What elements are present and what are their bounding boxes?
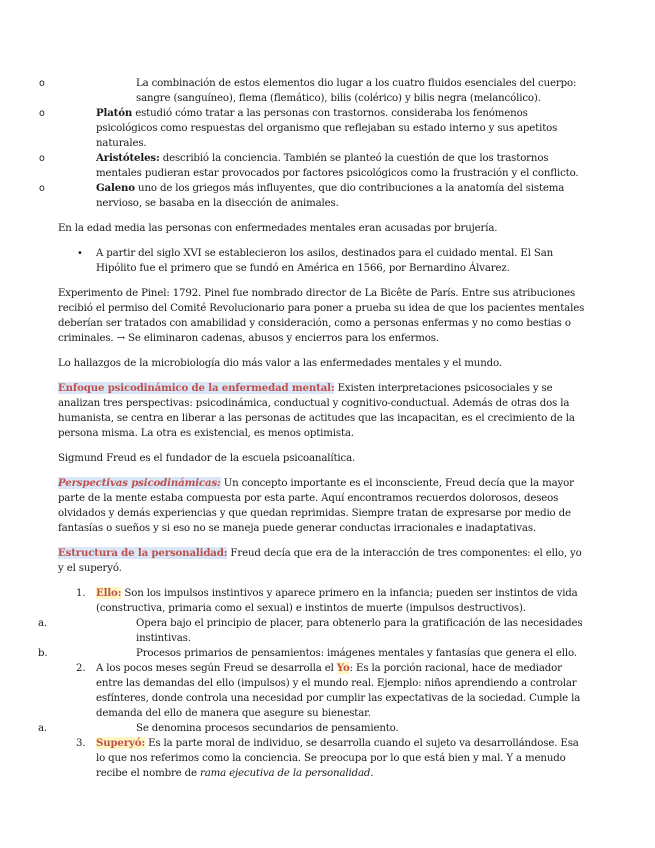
heading-enfoque-psicodinamico: Enfoque psicodinámico de la enfermedad mental:: [58, 382, 335, 394]
list-item-text: Es la parte moral de individuo, se desarrolla cuando el sujeto va desarrollándose. Esa lo que nos referimos como la conciencia. Se preocupa por lo que está bien y mal. Y a menudo recibe el nombre de: [96, 738, 579, 779]
list-item-superyo: [58, 736, 588, 781]
list-number: 3.: [76, 738, 86, 749]
list-item-text: uno de los griegos más influyentes, que dio contribuciones a la anatomía del sistema nervioso, se basaba en la disección de animales.: [96, 183, 565, 209]
term-superyo: Superyó:: [96, 737, 146, 749]
list-item-text: Son los impulsos instintivos y aparece primero en la infancia; pueden ser instintos de vida (constructiva, primaria como el sexual) e instintos de muerte (impulsos destructivos).: [96, 588, 578, 614]
sublist-item: [38, 721, 588, 736]
term-ello: Ello:: [96, 587, 122, 599]
list-number: 2.: [76, 663, 86, 674]
bullet-item-siglo-xvi: [58, 246, 588, 276]
list-item-ello: [58, 586, 588, 616]
paragraph-freud: Sigmund Freud es el fundador de la escuela psicoanalítica.: [58, 453, 356, 464]
list-item-yo: [58, 661, 588, 721]
paragraph-edad-media: En la edad media las personas con enfermedades mentales eran acusadas por brujería.: [58, 223, 498, 234]
sublist-item-text: Opera bajo el principio de placer, para obtenerlo para la gratificación de las necesidades instintivas.: [136, 618, 583, 644]
list-item-text: describió la conciencia. También se planteó la cuestión de que los trastornos mentales pudieran estar provocados por factores psicológicos como la frustración y el conflicto.: [96, 153, 579, 179]
bullet-marker: •: [77, 248, 83, 259]
list-number: 1.: [76, 588, 86, 599]
paragraph-text: Freud decía que era de la interacción de tres componentes: el ello, yo y el superyó.: [58, 548, 582, 574]
name-platon: Platón: [96, 107, 133, 119]
list-item-text: : Es la porción racional, hace de mediador entre las demandas del ello (impulsos) y el mundo real. Ejemplo: niños aprendiendo a controlar esfínteres, donde controla una necesidad por cumplir las expectativas de la sociedad. Cumple la demanda del ello de manera que asegure su bienestar.: [96, 663, 581, 719]
paragraph-microbiologia: Lo hallazgos de la microbiología dio más valor a las enfermedades mentales y el mundo.: [58, 358, 502, 369]
list-letter: a.: [38, 618, 48, 629]
paragraph-estructura: [58, 546, 588, 576]
paragraph-text: Un concepto importante es el inconsciente, Freud decía que la mayor parte de la mente estaba compuesta por esta parte. Aquí encontramos recuerdos dolorosos, deseos olvidados y demás experiencias y que quedan reprimidas. Siempre tratan de expresarse por medio de fantasías o sueños y si eso no se maneja puede generar conductas irracionales e inadaptativas.: [58, 478, 574, 534]
list-marker: o: [39, 108, 45, 119]
paragraph-enfoque: [58, 381, 588, 441]
greek-thinkers-list: [39, 76, 588, 211]
document-body: [38, 76, 588, 781]
list-marker: o: [39, 183, 45, 194]
list-item-platon: [39, 106, 588, 151]
bullet-text: A partir del siglo XVI se establecieron los asilos, destinados para el cuidado mental. El San Hipólito fue el primero que se fundó en América en 1566, por Bernardino Álvarez.: [96, 248, 554, 274]
heading-perspectivas: Perspectivas psicodinámicas:: [58, 477, 221, 489]
list-item-text: estudió cómo tratar a las personas con trastornos. consideraba los fenómenos psicológicos como respuestas del organismo que reflejaban su estado interno y sus apetitos naturales.: [96, 108, 558, 149]
list-item-text: La combinación de estos elementos dio lugar a los cuatro fluidos esenciales del cuerpo: sangre (sanguíneo), flema (flemático), bilis (colérico) y bilis negra (melancólico).: [136, 78, 577, 104]
sublist-item-text: Se denomina procesos secundarios de pensamiento.: [136, 723, 399, 734]
sublist-item: [38, 616, 588, 646]
personality-components-list: [38, 586, 588, 781]
list-letter: a.: [38, 723, 48, 734]
heading-estructura: Estructura de la personalidad:: [58, 547, 228, 559]
list-marker: o: [39, 78, 45, 89]
list-item-text: A los pocos meses según Freud se desarrolla el: [96, 663, 337, 674]
paragraph-perspectivas: [58, 476, 588, 536]
italic-phrase: rama ejecutiva de la personalidad.: [199, 768, 374, 779]
name-aristoteles: Aristóteles:: [96, 152, 160, 164]
paragraph-text: Existen interpretaciones psicosociales y se analizan tres perspectivas: psicodinámica, conductual y cognitivo-conductual. Además de otras dos la humanista, se centra en liberar a las personas de actitudes que las incapacitan, es el crecimiento de la persona misma. La otra es existencial, es menos optimista.: [58, 383, 575, 439]
sublist-item-text: Procesos primarios de pensamientos: imágenes mentales y fantasías que genera el ello.: [136, 648, 577, 659]
list-letter: b.: [38, 648, 48, 659]
list-marker: o: [39, 153, 45, 164]
name-galeno: Galeno: [96, 182, 135, 194]
term-yo: Yo: [336, 662, 350, 674]
list-item-galeno: [39, 181, 588, 211]
list-item-humors: [39, 76, 588, 106]
list-item-aristoteles: [39, 151, 588, 181]
sublist-item: [38, 646, 588, 661]
paragraph-pinel: Experimento de Pinel: 1792. Pinel fue nombrado director de La Bicête de París. Entre sus atribuciones recibió el permiso del Comité Revolucionario para poner a prueba su idea de que los pacientes mentales deberían ser tratados con amabilidad y consideración, como a personas enfermas y no como bestias o criminales. → Se eliminaron cadenas, abusos y encierros para los enfermos.: [58, 288, 585, 344]
